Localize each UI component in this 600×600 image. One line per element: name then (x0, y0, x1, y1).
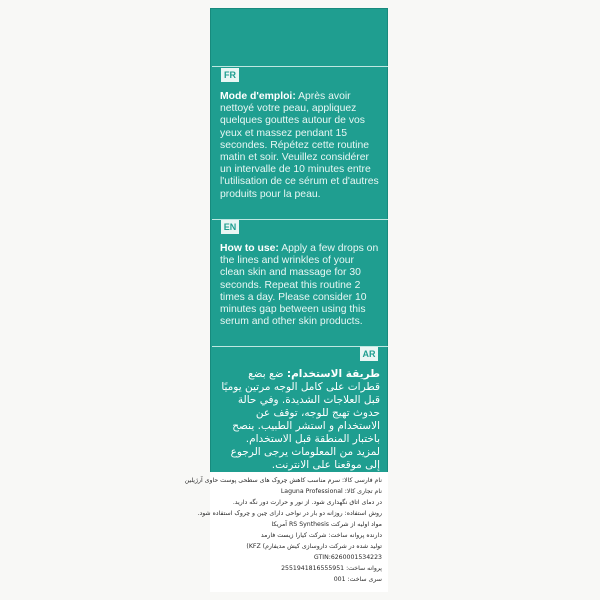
fr-divider (212, 66, 388, 67)
label-line-ingredients: مواد اولیه از شرکت RS Synthesis آمریکا (271, 521, 382, 528)
fr-heading: Mode d'emploi: (220, 91, 296, 102)
label-line-license-holder: دارنده پروانه ساخت: شرکت کیارا زیست فارمد (260, 532, 382, 539)
en-body: Apply a few drops on the lines and wrinkles of your clean skin and massage for 30 seconds. Repeat this routine 2 times a day. Please consider 10 minutes gap between using this serum and other skin products. (220, 243, 379, 328)
en-heading: How to use: (220, 243, 279, 254)
ar-tag: AR (360, 347, 378, 361)
label-line-gtin: GTIN:6260001534223 (313, 554, 382, 561)
label-line-storage: در دمای اتاق نگهداری شود. از نور و حرارت دور نگه دارید. (232, 499, 382, 506)
ar-heading: طريقة الاستخدام: (286, 368, 380, 380)
label-line-license-number: پروانه ساخت: 2551941816555951 (281, 565, 382, 572)
label-line-brand: نام تجاری کالا: Laguna Professional (280, 488, 382, 495)
label-line-usage: روش استفاده: روزانه دو بار در نواحی دارای چین و چروک استفاده شود. (197, 510, 382, 517)
label-line-batch: سری ساخت: 001 (333, 576, 382, 583)
en-instructions (220, 243, 380, 328)
label-line-manufacturer: تولید شده در شرکت داروسازی کیش مدیفارم) KFZ) (246, 543, 382, 550)
label-line-product-name: نام فارسی کالا: سرم مناسب کاهش چروک های سطحی پوست حاوی آرژیلین (184, 477, 382, 484)
ar-instructions (220, 368, 380, 472)
fr-body: Après avoir nettoyé votre peau, appliquez quelques gouttes autour de vos yeux et massez pendant 15 secondes. Répétez cette routine matin et soir. Veuillez considérer un intervalle de 10 minutes entre l'utilisation de ce sérum et d'autres produits pour la peau. (220, 91, 379, 200)
fr-tag: FR (221, 68, 239, 82)
ar-body: ضع بضع قطرات على كامل الوجه مرتين يوميًا قبل العلاجات الشديدة. وفي حالة حدوث تهيج للوجه، توقف عن الاستخدام و استشر الطبيب. ينصح باختبار المنطقة قبل الاستخدام. لمزيد من المعلومات يرجى الرجوع إلى موقعنا على الانترنت. (221, 368, 380, 471)
fr-instructions (220, 91, 380, 201)
en-tag: EN (221, 220, 239, 234)
